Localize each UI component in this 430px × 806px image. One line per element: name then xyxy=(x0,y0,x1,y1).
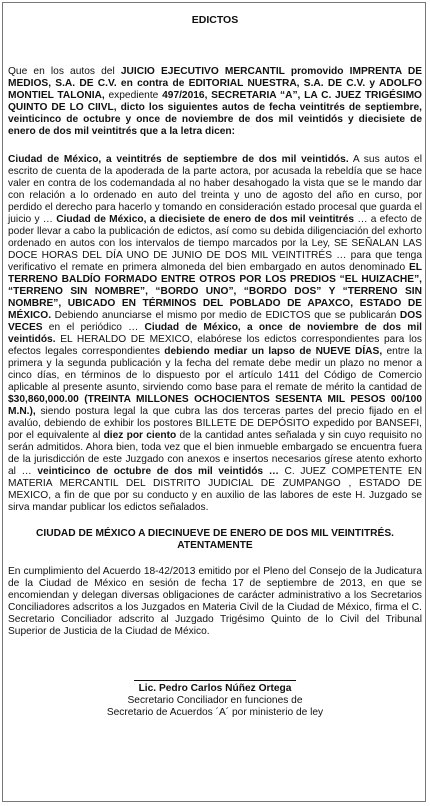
body-segment: siendo postura legal la que cubra las dos terceras partes del precio fijado en el avalúo, debiendo de exhibir los postores BILLETE DE DEPÓSITO expedido por BANSEFI, por el equivalente al xyxy=(8,406,422,441)
edict-title: EDICTOS xyxy=(191,14,239,26)
intro-segment: Que en los autos del xyxy=(8,66,121,77)
intro-segment: expediente xyxy=(104,90,163,101)
date-line: CIUDAD DE MÉXICO A DIECINUEVE DE ENERO DE DOS MIL VEINTITRÉS. xyxy=(36,528,394,539)
main-paragraph xyxy=(8,154,422,514)
body-segment: entre la primera y la segunda publicación y la fecha del remate debe medir un plazo no menor a cinco días, en términos de lo dispuesto por el artículo 1411 del Código de Comercio aplicable al presente asunto, sirviendo como base para el remate de mérito la cantidad de xyxy=(8,346,422,393)
body-segment-bold: Ciudad de México, a diecisiete de enero de dos mil veintitrés xyxy=(56,214,355,225)
signatory-title-1: Secretario Conciliador en funciones de xyxy=(127,695,303,706)
body-segment-bold: diez por ciento xyxy=(103,430,177,441)
atentamente-label: ATENTAMENTE xyxy=(177,540,253,551)
edict-document xyxy=(8,14,422,719)
body-segment: A sus autos el escrito de cuenta de la apoderada de la parte actora, por acusada la rebeldía que se hace valer en contra de los codemandada al no haber desahogado la vista que se le mando dar con relación a lo ordenado en auto del treinta y uno de agosto del año en curso, por perdido el derecho para hacerlo y tomando en consideración estado procesal que guarda el juicio y … xyxy=(8,154,423,225)
body-segment-bold: $30,860,000.00 (TREINTA MILLONES OCHOCIENTOS SESENTA MIL PESOS 00/100 M.N.), xyxy=(8,394,422,417)
body-segment: Debiendo anunciarse el mismo por medio de EDICTOS que se publicarán xyxy=(51,310,400,321)
body-segment: en el periódico … xyxy=(42,322,145,333)
body-segment: EL HERALDO DE MEXICO, elabórese los edictos correspondientes para los efectos legales correspondientes xyxy=(8,334,422,357)
date-block xyxy=(8,528,422,552)
body-segment-bold: Ciudad de México, a once de noviembre de dos mil veintidós. xyxy=(8,322,422,345)
intro-paragraph xyxy=(8,66,422,138)
body-segment-bold: debiendo mediar un lapso de NUEVE DÍAS, xyxy=(164,346,383,357)
body-segment-bold: veinticinco de octubre de dos mil veintidós … xyxy=(37,466,279,477)
body-segment-bold: Ciudad de México, a veintitrés de septiembre de dos mil veintidós. xyxy=(8,154,349,165)
intro-segment-bold: JUICIO EJECUTIVO MERCANTIL promovido IMPRENTA DE MEDIOS, S.A. DE C.V. en contra de EDITORIAL NUESTRA, S.A. DE C.V. y ADOLFO MONTIEL TALONIA, xyxy=(8,66,423,101)
intro-segment-bold: 497/2016, SECRETARIA “A”, LA C. JUEZ TRIGÉSIMO QUINTO DE LO CIIVL, dicto los siguientes autos de fecha veintitrés de septiembre, veinticinco de octubre y once de noviembre de dos mil veintidós y diecisiete de enero de dos mil veintitrés que a la letra dicen: xyxy=(8,90,422,137)
signature-line xyxy=(134,680,296,681)
body-segment: de la cantidad antes señalada y sin cuyo requisito no serán admitidos. Ahora bien, toda vez que el bien inmueble embargado se encuentra fuera de la jurisdicción de este Juzgado con anexos e insertos necesarios gírese atento exhorto al … xyxy=(8,430,422,477)
body-segment: C. JUEZ COMPETENTE EN MATERIA MERCANTIL DEL DISTRITO JUDICIAL DE ZUMPANGO , ESTADO DE MEXICO, a fin de que por su conducto y en auxilio de las labores de este H. Juzgado se sirva mandar publicar los edictos señalados. xyxy=(8,466,422,513)
closing-paragraph: En cumplimiento del Acuerdo 18-42/2013 emitido por el Pleno del Consejo de la Judicatura de la Ciudad de México en sesión de fecha 17 de septiembre de 2013, en que se encomiendan y delegan diversas obligaciones de carácter administrativo a los Secretarios Conciliadores adscritos a los Juzgados en Materia Civil de la Ciudad de México, firma el C. Secretario Conciliador adscrito al Juzgado Trigésimo Quinto de lo Civil del Tribunal Superior de Justicia de la Ciudad de México. xyxy=(8,566,422,637)
body-segment: … a efecto de poder llevar a cabo la publicación de edictos, así como su debida diligenciación del exhorto ordenado en autos con los intervalos de tiempo marcados por la Ley, SE SEÑALAN LAS DOCE HORAS DEL DÍA UNO DE JUNIO DE DOS MIL VEINTITRÉS … para que tenga verificativo el remate en primera almoneda del bien embargado en autos denominado xyxy=(8,214,422,273)
body-segment-bold: EL TERRENO BALDÍO FORMADO ENTRE OTROS POR LOS PREDIOS “EL HUIZACHE”, “TERRENO SIN NOMBRE”, “BORDO UNO”, “BORDO DOS” Y “TERRENO SIN NOMBRE”, UBICADO EN TÉRMINOS DEL POBLADO DE APAXCO, ESTADO DE MÉXICO. xyxy=(8,262,422,321)
body-segment-bold: DOS VECES xyxy=(8,310,422,333)
signatory-name: Lic. Pedro Carlos Núñez Ortega xyxy=(138,683,292,694)
signatory-title-2: Secretario de Acuerdos ´A´ por ministerio de ley xyxy=(106,707,324,718)
